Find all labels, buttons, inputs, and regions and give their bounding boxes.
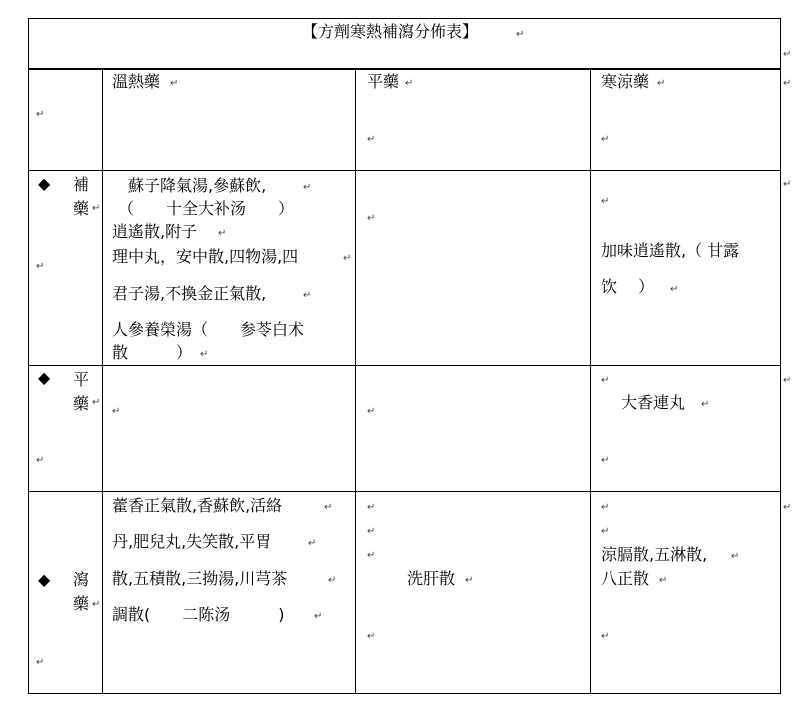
column-divider [102,68,103,694]
paragraph-mark: ↵ [36,657,45,668]
paragraph-mark: ↵ [92,203,101,214]
row-divider [28,491,781,492]
cell-text-line: 調散( 二陈汤 ) [112,605,285,624]
paragraph-mark: ↵ [92,599,101,610]
paragraph-mark: ↵ [601,631,610,642]
row-label-tonify [73,173,93,221]
column-header-neutral: 平藥 [367,72,400,91]
paragraph-mark: ↵ [405,78,414,89]
paragraph-mark: ↵ [601,502,610,513]
paragraph-mark: ↵ [328,575,337,586]
row-label-char: 藥 [73,394,90,413]
paragraph-mark: ↵ [465,575,474,586]
table-body-border [28,68,781,694]
paragraph-mark: ↵ [367,213,376,224]
row-divider [28,170,781,171]
row-label-purge [73,568,93,616]
paragraph-mark: ↵ [367,631,376,642]
cell-text-line: 八正散 [601,569,650,588]
paragraph-mark: ↵ [112,406,121,417]
paragraph-mark: ↵ [601,134,610,145]
paragraph-mark: ↵ [36,455,45,466]
bullet-icon: ◆ [38,570,51,589]
row-label-char: 瀉 [73,570,90,589]
column-divider [590,68,591,694]
paragraph-mark: ↵ [36,109,45,120]
paragraph-mark: ↵ [367,526,376,537]
paragraph-mark: ↵ [170,78,179,89]
column-header-cold: 寒涼藥 [601,72,650,91]
paragraph-mark: ↵ [601,526,610,537]
paragraph-mark: ↵ [601,455,610,466]
cell-text-line: 大香連丸 [621,393,686,412]
bullet-icon: ◆ [38,368,51,387]
cell-text-line: 藿香正氣散,香蘇飲,活絡 [112,496,283,515]
cell-text-line: 丹,肥兒丸,失笑散,平胃 [112,532,272,551]
table-title: 【方劑寒熱補瀉分佈表】 [302,22,479,41]
paragraph-mark: ↵ [670,284,679,295]
paragraph-mark: ↵ [657,78,666,89]
cell-text-line: 散,五積散,三拗湯,川芎茶 [112,569,288,588]
cell-text-line: 加味逍遙散,（ 甘露 [601,241,740,260]
row-divider [28,365,781,366]
cell-text-line: 人參養榮湯（ 参苓白术 [112,320,305,339]
paragraph-mark: ↵ [783,502,792,513]
paragraph-mark: ↵ [601,196,610,207]
paragraph-mark: ↵ [367,502,376,513]
row-label-char: 平 [73,370,90,389]
paragraph-mark: ↵ [92,397,101,408]
cell-text-line: 理中丸，安中散,四物湯,四 [112,247,299,266]
cell-text-line: 涼膈散,五淋散, [601,545,708,564]
cell-text-line: 饮 ） [601,277,655,296]
paragraph-mark: ↵ [783,375,792,386]
cell-text-line: （ 十全大补汤 ） [118,199,295,218]
cell-text-line: 逍遙散,附子 [112,222,198,241]
paragraph-mark: ↵ [659,575,668,586]
column-header-warm: 溫熱藥 [112,72,161,91]
paragraph-mark: ↵ [218,228,227,239]
paragraph-mark: ↵ [367,550,376,561]
paragraph-mark: ↵ [701,399,710,410]
paragraph-mark: ↵ [308,538,317,549]
cell-text-line: 蘇子降氣湯,參蘇飲, [112,176,267,195]
paragraph-mark: ↵ [783,78,792,89]
paragraph-mark: ↵ [367,134,376,145]
paragraph-mark: ↵ [314,611,323,622]
row-label-char: 補 [73,175,90,194]
row-label-neutral [73,368,93,416]
column-divider [355,68,356,694]
paragraph-mark: ↵ [783,49,792,60]
paragraph-mark: ↵ [516,29,525,40]
paragraph-mark: ↵ [200,349,209,360]
paragraph-mark: ↵ [731,551,740,562]
row-label-char: 藥 [73,594,90,613]
cell-text-line: 散 ） [112,343,193,362]
paragraph-mark: ↵ [783,179,792,190]
bullet-icon: ◆ [38,174,51,193]
paragraph-mark: ↵ [303,290,312,301]
paragraph-mark: ↵ [343,253,352,264]
cell-text-line: 洗肝散 [407,569,456,588]
row-label-char: 藥 [73,199,90,218]
paragraph-mark: ↵ [601,375,610,386]
paragraph-mark: ↵ [367,406,376,417]
paragraph-mark: ↵ [303,182,312,193]
paragraph-mark: ↵ [36,261,45,272]
paragraph-mark: ↵ [324,502,333,513]
cell-text-line: 君子湯,不換金正氣散, [112,284,267,303]
